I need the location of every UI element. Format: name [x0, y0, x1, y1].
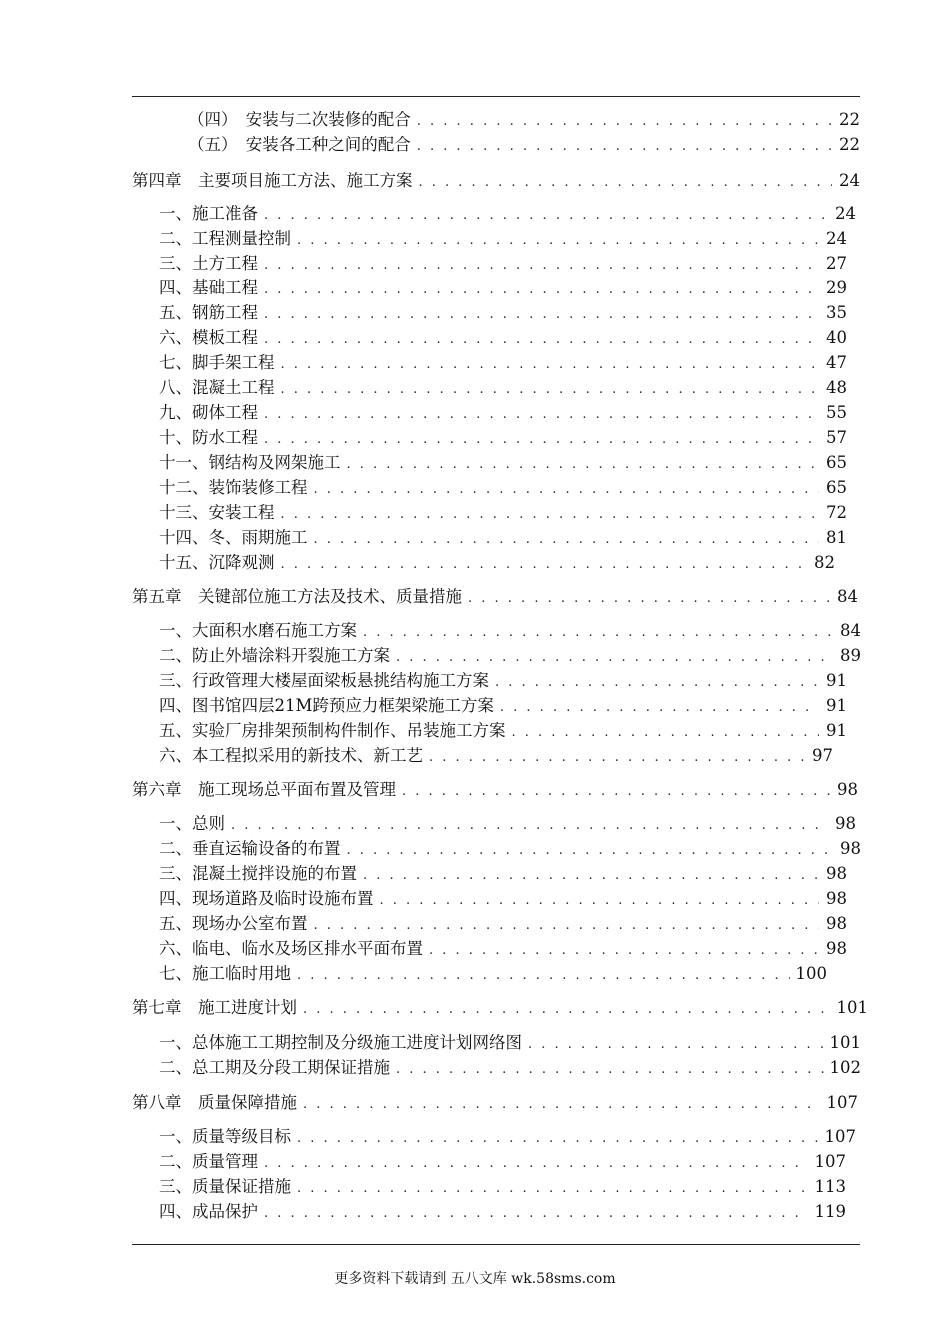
toc-leader-dots — [347, 841, 834, 861]
toc-leader-dots — [264, 330, 819, 350]
toc-entry-label: （五） 安装各工种之间的配合 — [188, 135, 411, 154]
toc-entry-page: 22 — [839, 110, 860, 129]
toc-entry-page: 35 — [826, 303, 847, 322]
toc-entry[interactable] — [159, 964, 827, 986]
toc-entry-page: 27 — [826, 254, 847, 273]
toc-entry-page: 98 — [826, 939, 847, 958]
footer-rule — [132, 1244, 860, 1245]
toc-entry-page: 113 — [814, 1177, 846, 1196]
toc-entry-page: 29 — [826, 278, 847, 297]
toc-entry[interactable] — [159, 378, 847, 400]
toc-entry-page: 98 — [837, 780, 858, 799]
toc-entry[interactable] — [159, 229, 847, 251]
toc-entry-page: 101 — [836, 998, 868, 1017]
toc-leader-dots — [264, 405, 819, 425]
toc-entry-label: 三、行政管理大楼屋面梁板悬挑结构施工方案 — [159, 671, 489, 690]
toc-entry[interactable] — [188, 135, 860, 157]
toc-entry-page: 91 — [826, 696, 847, 715]
toc-entry[interactable] — [159, 503, 847, 525]
toc-leader-dots — [500, 698, 819, 718]
toc-entry-label: 十二、装饰装修工程 — [159, 478, 308, 497]
toc-entry-label: 七、施工临时用地 — [159, 964, 291, 983]
header-rule — [132, 96, 860, 97]
toc-leader-dots — [396, 1060, 824, 1080]
toc-entry-page: 97 — [812, 746, 833, 765]
toc-entry-page: 81 — [826, 528, 847, 547]
toc-entry-label: 十五、沉降观测 — [159, 553, 275, 572]
toc-entry[interactable] — [159, 646, 861, 668]
toc-entry[interactable] — [159, 278, 847, 300]
toc-entry[interactable] — [188, 110, 860, 132]
toc-entry-label: 二、防止外墙涂料开裂施工方案 — [159, 646, 390, 665]
toc-entry-label: 二、垂直运输设备的布置 — [159, 839, 341, 858]
toc-leader-dots — [264, 256, 819, 276]
toc-leader-dots — [363, 623, 833, 643]
toc-leader-dots — [264, 206, 828, 226]
toc-entry-label: 一、施工准备 — [159, 204, 258, 223]
toc-entry-page: 72 — [826, 503, 847, 522]
toc-leader-dots — [264, 305, 819, 325]
toc-entry-page: 24 — [826, 229, 847, 248]
toc-entry-label: 第五章 关键部位施工方法及技术、质量措施 — [132, 587, 462, 606]
toc-entry-page: 55 — [826, 403, 847, 422]
toc-entry[interactable] — [159, 839, 861, 861]
toc-leader-dots — [419, 173, 833, 193]
toc-entry-page: 119 — [814, 1202, 846, 1221]
toc-entry-label: 二、质量管理 — [159, 1152, 258, 1171]
toc-entry-label: 三、混凝土搅拌设施的布置 — [159, 864, 357, 883]
toc-entry[interactable] — [159, 204, 856, 226]
toc-entry-page: 48 — [826, 378, 847, 397]
toc-entry-label: 一、大面积水磨石施工方案 — [159, 621, 357, 640]
toc-entry[interactable] — [159, 1152, 846, 1174]
toc-entry-label: 三、土方工程 — [159, 254, 258, 273]
toc-entry[interactable] — [159, 864, 847, 886]
toc-entry-page: 24 — [839, 171, 860, 190]
toc-entry-label: 六、模板工程 — [159, 328, 258, 347]
toc-chapter[interactable] — [132, 587, 858, 609]
toc-entry-page: 100 — [795, 964, 827, 983]
toc-entry-label: 二、总工期及分段工期保证措施 — [159, 1058, 390, 1077]
toc-leader-dots — [429, 941, 819, 961]
toc-entry-page: 22 — [839, 135, 860, 154]
toc-leader-dots — [264, 430, 819, 450]
toc-entry-label: 十三、安装工程 — [159, 503, 275, 522]
toc-leader-dots — [512, 723, 820, 743]
toc-leader-dots — [347, 455, 820, 475]
toc-leader-dots — [231, 816, 828, 836]
toc-entry-page: 98 — [826, 889, 847, 908]
toc-entry[interactable] — [159, 328, 847, 350]
footer-text: 更多资料下载请到 五八文库 wk.58sms.com — [334, 1271, 616, 1287]
toc-entry-page: 57 — [826, 428, 847, 447]
toc-entry[interactable] — [159, 814, 856, 836]
toc-leader-dots — [314, 530, 820, 550]
toc-leader-dots — [314, 916, 820, 936]
toc-entry-page: 91 — [826, 671, 847, 690]
toc-leader-dots — [495, 673, 819, 693]
toc-entry-label: 五、实验厂房排架预制构件制作、吊装施工方案 — [159, 721, 506, 740]
toc-entry[interactable] — [159, 671, 847, 693]
toc-entry-label: 四、成品保护 — [159, 1202, 258, 1221]
toc-entry-page: 98 — [826, 914, 847, 933]
toc-entry[interactable] — [159, 939, 847, 961]
toc-chapter[interactable] — [132, 1093, 858, 1115]
toc-entry-label: 二、工程测量控制 — [159, 229, 291, 248]
toc-entry-label: 六、本工程拟采用的新技术、新工艺 — [159, 746, 423, 765]
toc-entry-page: 107 — [826, 1093, 858, 1112]
toc-entry-label: 第六章 施工现场总平面布置及管理 — [132, 780, 396, 799]
toc-entry-label: 第七章 施工进度计划 — [132, 998, 297, 1017]
toc-entry[interactable] — [159, 428, 847, 450]
toc-entry-page: 47 — [826, 353, 847, 372]
toc-leader-dots — [264, 1204, 809, 1224]
toc-entry-label: 四、图书馆四层21M跨预应力框架梁施工方案 — [159, 696, 494, 715]
toc-leader-dots — [314, 480, 820, 500]
toc-leader-dots — [297, 1179, 809, 1199]
toc-entry-page: 82 — [814, 553, 835, 572]
toc-entry-page: 98 — [835, 814, 856, 833]
toc-entry-page: 89 — [840, 646, 861, 665]
toc-leader-dots — [281, 355, 820, 375]
toc-leader-dots — [297, 1129, 819, 1149]
toc-entry-label: 十、防水工程 — [159, 428, 258, 447]
toc-entry-page: 107 — [814, 1152, 846, 1171]
toc-entry-label: 九、砌体工程 — [159, 403, 258, 422]
toc-entry-label: 八、混凝土工程 — [159, 378, 275, 397]
toc-entry[interactable] — [159, 528, 847, 550]
toc-entry[interactable] — [159, 353, 847, 375]
toc-leader-dots — [303, 1095, 821, 1115]
toc-entry[interactable] — [159, 696, 847, 718]
toc-entry-page: 107 — [824, 1127, 856, 1146]
toc-leader-dots — [429, 748, 805, 768]
toc-leader-dots — [264, 1154, 809, 1174]
toc-entry-label: 七、脚手架工程 — [159, 353, 275, 372]
toc-leader-dots — [396, 648, 833, 668]
toc-entry-label: 四、现场道路及临时设施布置 — [159, 889, 374, 908]
toc-entry[interactable] — [159, 1058, 861, 1080]
toc-entry-label: （四） 安装与二次装修的配合 — [188, 110, 411, 129]
toc-entry-page: 98 — [826, 864, 847, 883]
toc-entry-page: 91 — [826, 721, 847, 740]
toc-leader-dots — [281, 380, 820, 400]
toc-entry-label: 十四、冬、雨期施工 — [159, 528, 308, 547]
toc-chapter[interactable] — [132, 780, 858, 802]
toc-entry[interactable] — [159, 889, 847, 911]
toc-leader-dots — [417, 112, 832, 132]
toc-entry-label: 一、总体施工工期控制及分级施工进度计划网络图 — [159, 1033, 522, 1052]
toc-entry-label: 第八章 质量保障措施 — [132, 1093, 297, 1112]
toc-entry[interactable] — [159, 453, 847, 475]
toc-entry-page: 65 — [826, 453, 847, 472]
toc-leader-dots — [380, 891, 820, 911]
toc-leader-dots — [297, 231, 819, 251]
toc-entry-page: 24 — [835, 204, 856, 223]
toc-entry-label: 五、现场办公室布置 — [159, 914, 308, 933]
toc-entry[interactable] — [159, 721, 847, 743]
toc-entry[interactable] — [159, 1177, 846, 1199]
toc-entry-label: 十一、钢结构及网架施工 — [159, 453, 341, 472]
toc-entry[interactable] — [159, 914, 847, 936]
toc-entry-page: 101 — [829, 1033, 861, 1052]
toc-leader-dots — [281, 505, 820, 525]
toc-entry[interactable] — [159, 1033, 861, 1055]
toc-entry[interactable] — [159, 746, 833, 768]
toc-leader-dots — [468, 589, 830, 609]
toc-entry-page: 65 — [826, 478, 847, 497]
toc-leader-dots — [281, 555, 808, 575]
toc-entry-label: 三、质量保证措施 — [159, 1177, 291, 1196]
toc-entry[interactable] — [159, 478, 847, 500]
toc-leader-dots — [297, 966, 790, 986]
toc-entry[interactable] — [159, 303, 847, 325]
toc-entry-label: 六、临电、临水及场区排水平面布置 — [159, 939, 423, 958]
toc-entry-page: 84 — [837, 587, 858, 606]
toc-entry[interactable] — [159, 1127, 856, 1149]
toc-entry-page: 102 — [829, 1058, 861, 1077]
toc-entry[interactable] — [159, 1202, 846, 1224]
toc-chapter[interactable] — [132, 171, 860, 193]
toc-entry-label: 一、质量等级目标 — [159, 1127, 291, 1146]
toc-entry-label: 五、钢筋工程 — [159, 303, 258, 322]
toc-entry-label: 一、总则 — [159, 814, 225, 833]
toc-entry[interactable] — [159, 621, 861, 643]
toc-leader-dots — [264, 280, 819, 300]
toc-entry-label: 第四章 主要项目施工方法、施工方案 — [132, 171, 413, 190]
toc-entry-page: 84 — [840, 621, 861, 640]
toc-leader-dots — [528, 1035, 824, 1055]
toc-entry-label: 四、基础工程 — [159, 278, 258, 297]
toc-entry-page: 40 — [826, 328, 847, 347]
toc-leader-dots — [417, 137, 832, 157]
toc-entry[interactable] — [159, 254, 847, 276]
toc-leader-dots — [402, 782, 830, 802]
toc-leader-dots — [363, 866, 819, 886]
toc-entry[interactable] — [159, 553, 835, 575]
toc-leader-dots — [303, 1000, 831, 1020]
toc-chapter[interactable] — [132, 998, 868, 1020]
toc-entry-page: 98 — [840, 839, 861, 858]
toc-entry[interactable] — [159, 403, 847, 425]
